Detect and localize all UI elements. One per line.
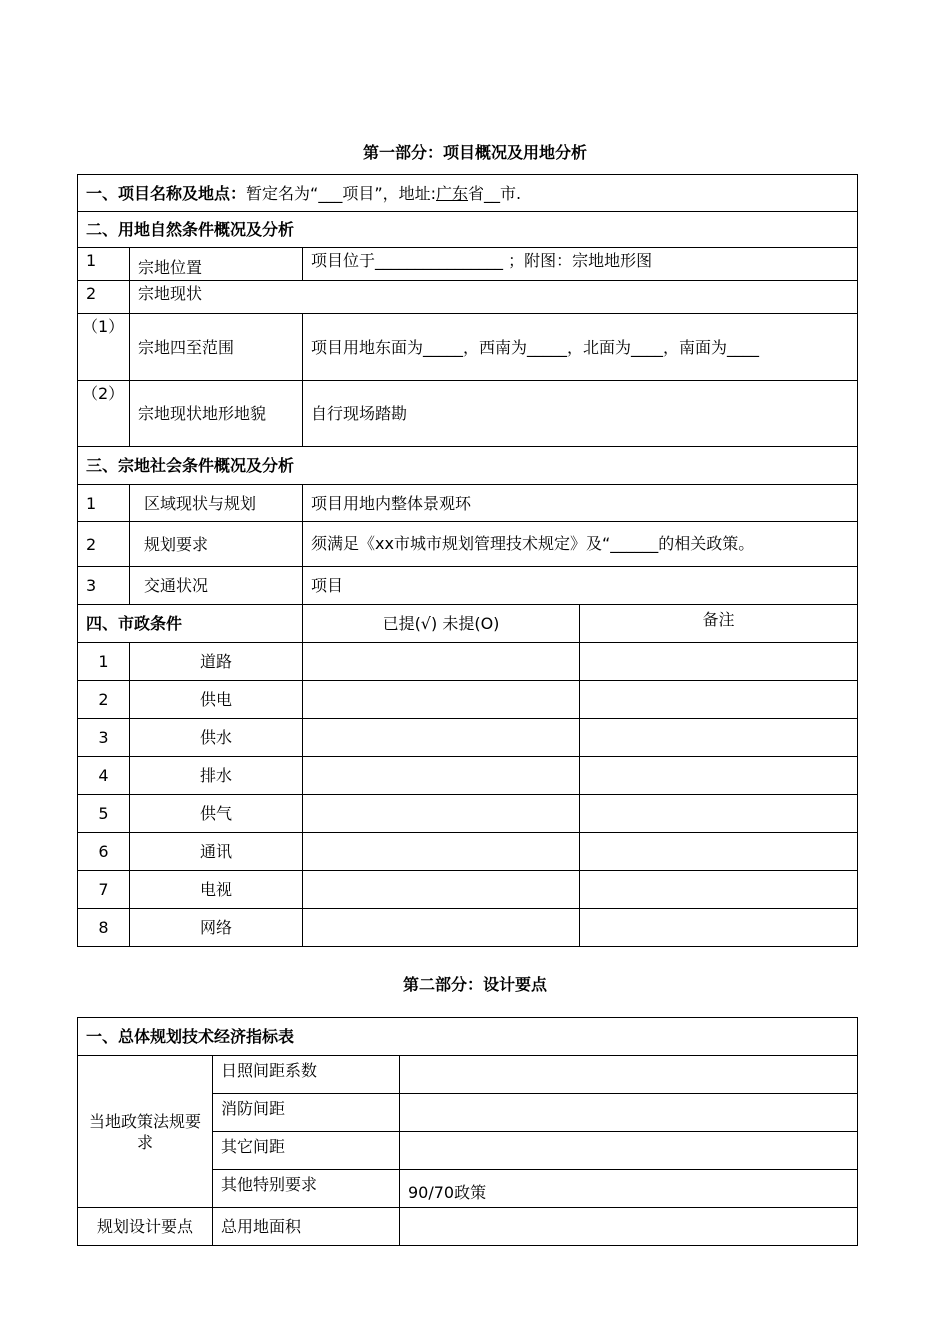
row-label: 电视 (130, 871, 303, 909)
section1-label: 一、项目名称及地点： (86, 183, 247, 203)
table-row (78, 381, 858, 447)
note-cell (580, 909, 858, 947)
row-label: 宗地现状 (130, 281, 858, 314)
status-column-header: 已提(√) 未提(O) (303, 605, 580, 643)
name-suffix: 项目”，地址: (342, 183, 436, 203)
status-cell (303, 871, 580, 909)
row-label: 宗地现状地形地貌 (130, 381, 303, 447)
row-num: 8 (78, 909, 130, 947)
row-label: 日照间距系数 (213, 1056, 400, 1094)
table-row (78, 248, 858, 281)
note-cell (580, 719, 858, 757)
table-row (78, 314, 858, 381)
row-label: 宗地四至范围 (130, 314, 303, 381)
province-field: 广东 (436, 183, 469, 203)
status-cell (303, 643, 580, 681)
table-row (78, 485, 858, 522)
table-row (78, 757, 858, 795)
row-value (400, 1056, 858, 1094)
part1-table (77, 174, 858, 947)
row-num: 1 (78, 485, 130, 522)
status-cell (303, 795, 580, 833)
province-suffix: 省 (468, 183, 485, 203)
row-num: 5 (78, 795, 130, 833)
note-column-header: 备注 (580, 605, 858, 643)
status-cell (303, 909, 580, 947)
section3-header: 三、宗地社会条件概况及分析 (78, 447, 858, 485)
municipal-header-row (78, 605, 858, 643)
row-label: 交通状况 (130, 567, 303, 605)
row-num: 6 (78, 833, 130, 871)
note-cell (580, 757, 858, 795)
name-blank: ___ (318, 183, 343, 203)
row-value: 90/70政策 (400, 1170, 858, 1208)
row-label: 网络 (130, 909, 303, 947)
row-label: 总用地面积 (213, 1208, 400, 1246)
table-row (78, 1208, 858, 1246)
table-row (78, 795, 858, 833)
row-num: 1 (78, 643, 130, 681)
row-label: 供气 (130, 795, 303, 833)
city-suffix: 市. (500, 183, 522, 203)
section4-header: 四、市政条件 (78, 605, 303, 643)
row-num: 1 (78, 248, 130, 281)
row-num: 2 (78, 281, 130, 314)
table-row (78, 1056, 858, 1094)
row-label: 规划要求 (130, 522, 303, 567)
row-label: 通讯 (130, 833, 303, 871)
row-num: 7 (78, 871, 130, 909)
row-value (400, 1132, 858, 1170)
status-cell (303, 681, 580, 719)
row-value (400, 1208, 858, 1246)
row-label: 其他特别要求 (213, 1170, 400, 1208)
name-prefix: 暂定名为“ (246, 183, 319, 203)
row-value (400, 1094, 858, 1132)
row-num: 2 (78, 681, 130, 719)
policy-group-label: 当地政策法规要求 (78, 1056, 213, 1208)
note-cell (580, 643, 858, 681)
row-label: 道路 (130, 643, 303, 681)
design-group-label: 规划设计要点 (78, 1208, 213, 1246)
note-cell (580, 795, 858, 833)
part2-title: 第二部分：设计要点 (402, 975, 547, 994)
status-cell (303, 833, 580, 871)
table-row (78, 833, 858, 871)
table-row (78, 681, 858, 719)
table-row (78, 567, 858, 605)
city-blank: __ (484, 183, 501, 203)
indicator-table-header: 一、总体规划技术经济指标表 (78, 1018, 858, 1056)
table-row (78, 719, 858, 757)
note-cell (580, 833, 858, 871)
row-label: 供电 (130, 681, 303, 719)
project-name-row (78, 175, 858, 212)
table-row (78, 522, 858, 567)
row-num: 4 (78, 757, 130, 795)
table-row (78, 909, 858, 947)
row-label: 区域现状与规划 (130, 485, 303, 522)
row-num: 2 (78, 522, 130, 567)
table-row (78, 871, 858, 909)
row-content: 项目位于________________ ；附图：宗地地形图 (303, 248, 858, 281)
row-num: （2） (78, 381, 130, 447)
row-label: 供水 (130, 719, 303, 757)
note-cell (580, 871, 858, 909)
row-content: 项目用地东面为_____，西南为_____，北面为____，南面为____ (303, 314, 858, 381)
status-cell (303, 719, 580, 757)
row-num: 3 (78, 567, 130, 605)
row-content: 项目 (303, 567, 858, 605)
row-num: （1） (78, 314, 130, 381)
row-content: 须满足《xx市城市规划管理技术规定》及“______的相关政策。 (303, 522, 858, 567)
row-num: 3 (78, 719, 130, 757)
part1-title: 第一部分：项目概况及用地分析 (362, 143, 587, 162)
note-cell (580, 681, 858, 719)
row-content: 项目用地内整体景观环 (303, 485, 858, 522)
row-label: 其它间距 (213, 1132, 400, 1170)
row-label: 消防间距 (213, 1094, 400, 1132)
status-cell (303, 757, 580, 795)
row-content: 自行现场踏勘 (303, 381, 858, 447)
section2-header: 二、用地自然条件概况及分析 (78, 212, 858, 248)
table-row (78, 281, 858, 314)
row-label: 宗地位置 (130, 248, 303, 281)
row-label: 排水 (130, 757, 303, 795)
part2-table (77, 1017, 858, 1246)
table-row (78, 643, 858, 681)
